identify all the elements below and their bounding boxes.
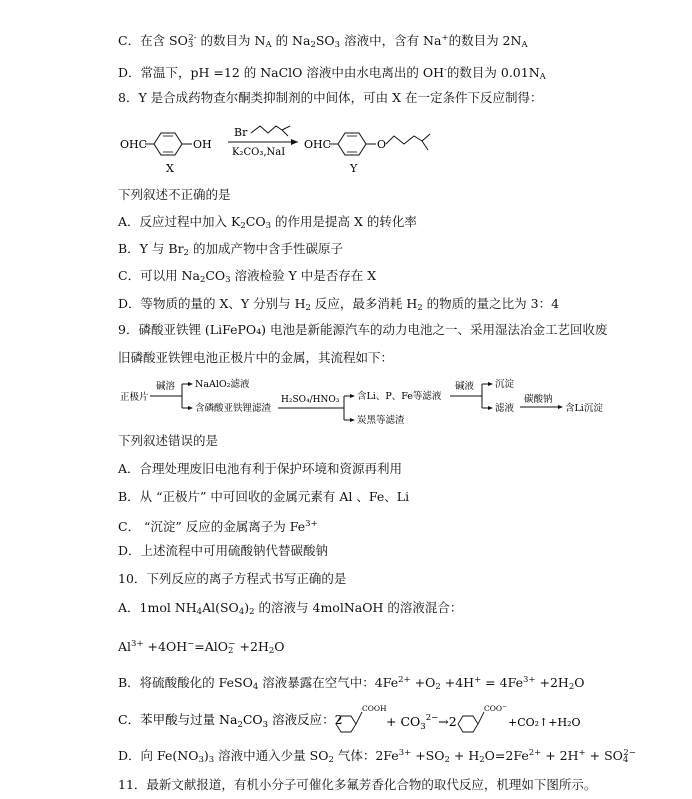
flow-start: 正极片: [120, 392, 149, 403]
flow-filtrate-p: 含磷酸亚铁锂滤渣: [195, 403, 272, 414]
q7-option-c: C．在含 $SO_3^{2-}$ 的数目为 $N_A$ 的 $Na_2SO_3$ 溶液中，含有 Na+的数目为 $2N_A$: [118, 33, 528, 50]
q8-prompt: 下列叙述不正确的是: [118, 187, 231, 202]
flow-filtrate: 滤液: [495, 403, 515, 414]
y-cho-label: OHC: [304, 138, 332, 151]
svg-text:COO−: COO−: [484, 703, 508, 713]
q10-option-a: A．1mol $NH_4Al(SO_4)_2$ 的溶液与 4molNaOH 的溶液混合：: [118, 600, 463, 617]
q10-option-b: B．将硫酸酸化的 FeSO$_4$ 溶液暴露在空气中：$4Fe^{2+} +O_2 +4H^+ = 4Fe^{3+} +2H_2O$: [118, 675, 585, 692]
q8-option-c: C．可以用 $Na_2CO_3$ 溶液检验 Y 中是否存在 X: [118, 268, 377, 285]
q8-option-a: A．反应过程中加入 $K_2CO_3$ 的作用是提高 X 的转化率: [118, 214, 417, 231]
q10-option-a-equation: $Al^{3+} +4OH^-=AlO_2^- +2H_2O$: [118, 639, 285, 656]
q10-stem: 10．下列反应的离子方程式书写正确的是: [118, 571, 347, 586]
flow-alkali1: 碱溶: [156, 381, 176, 392]
q9-option-a: A．合理处理废旧电池有利于保护环境和资源再利用: [118, 461, 403, 476]
flow-acid: H₂SO₄/HNO₃: [281, 395, 340, 405]
flow-alkali2: 碱液: [455, 381, 475, 392]
flow-precip: 沉淀: [495, 379, 515, 390]
y-o-label: O: [377, 138, 387, 151]
x-label: X: [166, 162, 174, 175]
q9-option-d: D．上述流程中可用硫酸钠代替碳酸钠: [118, 543, 329, 558]
q9-stem-line1: 9．磷酸亚铁锂 (LiFePO₄) 电池是新能源汽车的动力电池之一、采用湿法冶金工艺回收废: [118, 322, 608, 337]
q8-reaction-scheme: [118, 116, 478, 178]
reagent-conditions: K₂CO₃,NaI: [232, 147, 286, 158]
flow-naalo2: NaAlO₂滤液: [195, 379, 250, 390]
flow-li-precip: 含Li沉淀: [565, 403, 603, 414]
q10-option-c: [118, 700, 581, 736]
q8-option-d: D．等物质的量的 X、Y 分别与 $H_2$ 反应，最多消耗 $H_2$ 的物质的量之比为 3：4: [118, 296, 560, 313]
q9-option-c: C． “沉淀” 反应的金属离子为 $Fe^{3+}$: [118, 519, 318, 534]
q9-option-b: B．从 “正极片” 中可回收的金属元素有 Al 、Fe、Li: [118, 489, 410, 504]
flow-na2co3: 碳酸钠: [524, 394, 553, 405]
coo-label: COO: [484, 704, 503, 713]
q8-stem: 8．Y 是合成药物查尔酮类抑制剂的中间体，可由 X 在一定条件下反应制得：: [118, 90, 543, 105]
cooh-label: COOH: [362, 704, 387, 713]
svg-text:C．苯甲酸与过量 Na2CO3 溶液反应：2: C．苯甲酸与过量 $Na_2CO_3$ 溶液反应：2: [118, 712, 343, 730]
q9-stem-line2: 旧磷酸亚铁锂电池正极片中的金属，其流程如下：: [118, 350, 394, 365]
x-oh-label: OH: [193, 138, 212, 151]
svg-text:+CO₂↑+H₂O: +CO₂↑+H₂O: [508, 716, 581, 729]
q10-option-d: D．向 $Fe(NO_3)_3$ 溶液中通入少量 $SO_2$ 气体：$2Fe^{3+} +SO_2 + H_2O=2Fe^{2+} + 2H^+ + SO_4^{2-}$: [118, 748, 636, 765]
reagent-br: Br: [234, 126, 248, 139]
q9-prompt: 下列叙述错误的是: [118, 433, 219, 448]
flow-carbon: 炭黑等滤渣: [357, 415, 405, 426]
q9-flowchart: [118, 374, 618, 426]
svg-text:+ CO32−→2: + $CO_3^{2-}\to 2$: [386, 713, 457, 732]
q11-stem: 11．最新文献报道，有机小分子可催化多氟芳香化合物的取代反应，机理如下图所示。: [118, 777, 597, 792]
x-cho-label: OHC: [120, 138, 148, 151]
flow-li-filtrate: 含Li、P、Fe等滤液: [357, 391, 442, 402]
y-label: Y: [350, 162, 358, 175]
q8-option-b: B．Y 与 $Br_2$ 的加成产物中含手性碳原子: [118, 241, 343, 258]
benzoate-ring: [458, 716, 478, 732]
q7-option-d: D．常温下，pH =12 的 NaClO 溶液中由水电离出的 OH-的数目为 $0.01N_A$: [118, 65, 546, 82]
